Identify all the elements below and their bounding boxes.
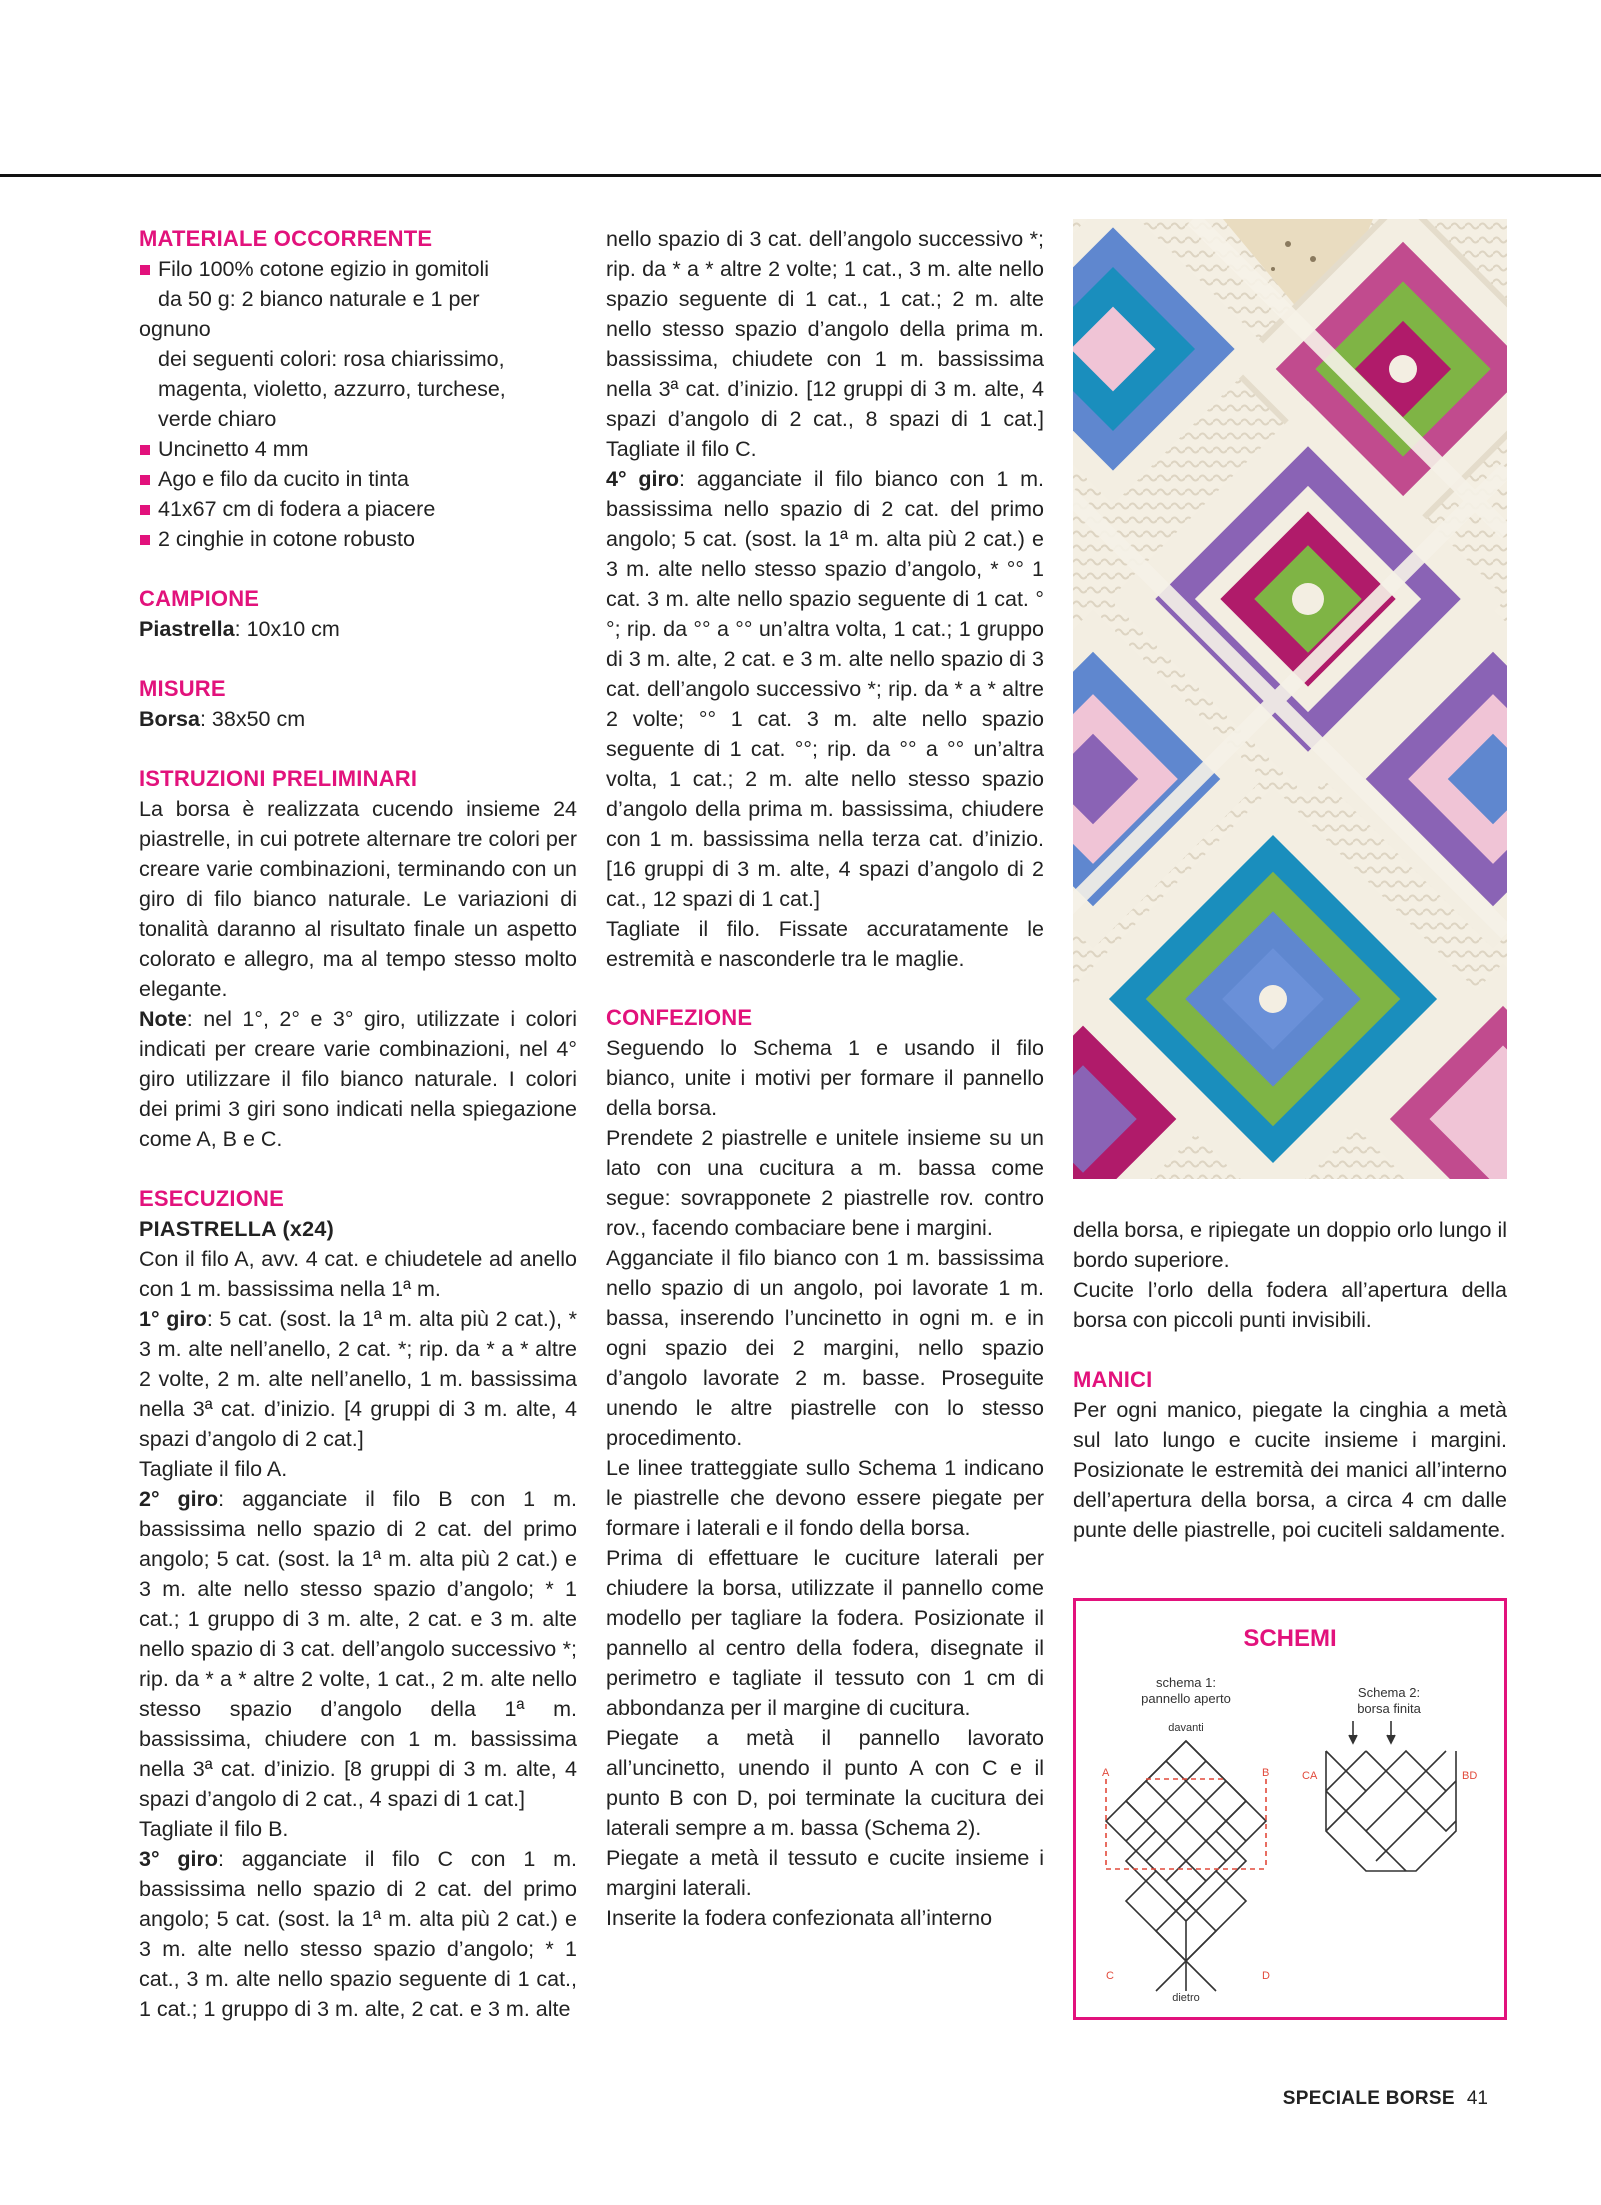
campione-heading: CAMPIONE (139, 586, 260, 611)
material-item-cont: ognuno (139, 317, 211, 341)
piastrella-intro: Con il filo A, avv. 4 cat. e chiudetele ad anello con 1 m. bassissima nella 1ª m. (139, 1247, 577, 1301)
material-item-cont: magenta, violetto, azzurro, turchese, (158, 377, 506, 401)
giro-2-text: 2° giro: agganciate il filo B con 1 m. bassissima nello spazio di 2 cat. del primo angolo; 5 cat. (sost. la 1ª m. alta più 2 cat.) e 3 m. alte nello stesso spazio d’angolo; * 1 cat.; 1 gruppo di 3 m. alte, 2 cat. e 3 m. alte nello spazio di 3 cat. dell’angolo successivo *; rip. da * a * altre 2 volte, 1 cat., 2 m. alte nello stesso spazio d’angolo della 1ª m. bassissima, chiudere con 1 m. bassissima nella 3ª cat. d’inizio. [8 gruppi di 3 m. alte, 4 spazi d’angolo di 2 cat., 4 spazi di 1 cat.] (139, 1487, 577, 1811)
istruzioni-heading: ISTRUZIONI PRELIMINARI (139, 766, 418, 791)
misure-text: Borsa: 38x50 cm (139, 707, 306, 731)
giro-2-cut: Tagliate il filo B. (139, 1817, 289, 1841)
confezione-continued: della borsa, e ripiegate un doppio orlo lungo il bordo superiore. (1073, 1218, 1507, 1272)
confezione-paragraph: Le linee tratteggiate sullo Schema 1 indicano le piastrelle che devono essere piegate per formare i laterali e il fondo della borsa. (606, 1456, 1044, 1540)
giro-4-end: Tagliate il filo. Fissate accuratamente le estremità e nasconderle tra le maglie. (606, 917, 1044, 971)
misure-heading: MISURE (139, 676, 226, 701)
material-item: 2 cinghie in cotone robusto (139, 524, 577, 554)
confezione-paragraph: Inserite la fodera confezionata all’interno (606, 1906, 993, 1930)
material-item: 41x67 cm di fodera a piacere (139, 494, 577, 524)
page-footer (1283, 2088, 1488, 2110)
materiale-heading: MATERIALE OCCORRENTE (139, 226, 433, 251)
material-item-cont: da 50 g: 2 bianco naturale e 1 per (158, 287, 480, 311)
column-1 (139, 224, 577, 2024)
confezione-heading: CONFEZIONE (606, 1005, 753, 1030)
davanti-label: davanti (1168, 1722, 1204, 1734)
schema-1-label-1: schema 1: (1156, 1675, 1216, 1690)
point-b: B (1262, 1767, 1270, 1779)
material-item-cont: verde chiaro (158, 407, 277, 431)
material-item-cont: dei seguenti colori: rosa chiarissimo, (158, 347, 505, 371)
schemi-box (1073, 1598, 1507, 2020)
esecuzione-heading: ESECUZIONE (139, 1186, 285, 1211)
confezione-paragraph: Prima di effettuare le cuciture laterali per chiudere la borsa, utilizzate il pannello come modello per tagliare la fodera. Posizionate il pannello al centro della fodera, disegnate il perimetro e tagliate il tessuto con 1 cm di abbondanza per il margine di cucitura. (606, 1546, 1044, 1720)
point-d: D (1262, 1970, 1270, 1982)
confezione-paragraph: Piegate a metà il pannello lavorato all’uncinetto, unendo il punto A con C e il punto B con D, poi terminate la cucitura dei laterali sempre a m. bassa (Schema 2). (606, 1726, 1044, 1840)
confezione-continued-2: Cucite l’orlo della fodera all’apertura della borsa con piccoli punti invisibili. (1073, 1278, 1507, 1332)
material-item: Filo 100% cotone egizio in gomitoli (139, 254, 577, 284)
crochet-photo (1073, 219, 1507, 1179)
giro-3-continued: nello spazio di 3 cat. dell’angolo successivo *; rip. da * a * altre 2 volte; 1 cat., 3 m. alte nello spazio seguente di 1 cat., 1 cat.; 2 m. alte nello stesso spazio d’angolo della prima m. bassissima, chiudete con 1 m. bassissima nella 3ª cat. d’inizio. [12 gruppi di 3 m. alte, 4 spazi d’angolo di 2 cat., 8 spazi di 1 cat.] Tagliate il filo C. (606, 227, 1044, 461)
schema-2-lattice (1326, 1721, 1456, 1871)
material-item: Uncinetto 4 mm (139, 434, 577, 464)
schema-2-label-2: borsa finita (1357, 1701, 1421, 1716)
confezione-paragraph: Seguendo lo Schema 1 e usando il filo bianco, unite i motivi per formare il pannello della borsa. (606, 1036, 1044, 1120)
confezione-paragraph: Agganciate il filo bianco con 1 m. bassissima nello spazio di un angolo, poi lavorate 1 m. bassa, inserendo l’uncinetto in ogni m. e in ogni spazio dei 2 margini, nello spazio d’angolo lavorate 2 m. basse. Proseguite unendo le altre piastrelle con lo stesso procedimento. (606, 1246, 1044, 1450)
confezione-paragraph: Prendete 2 piastrelle e unitele insieme su un lato con una cucitura a m. bassa come segue: sovrapponete 2 piastrelle rov. contro rov., facendo combaciare bene i margini. (606, 1126, 1044, 1240)
giro-4-text: 4° giro: agganciate il filo bianco con 1 m. bassissima nello spazio di 2 cat. del primo angolo; 5 cat. (sost. la 1ª m. alta più 2 cat.) e 3 m. alte nello stesso spazio d’angolo, * °° 1 cat. 3 m. alte nello spazio seguente di 1 cat. °°; rip. da °° a °° un’altra volta, 1 cat.; 1 gruppo di 3 m. alte, 2 cat. e 3 m. alte nello spazio di 3 cat. dell’angolo successivo *; rip. da * a * altre 2 volte; °° 1 cat. 3 m. alte nello spazio seguente di 1 cat. °°; rip. da °° a °° un’altra volta, 1 cat.; 2 m. alte nello stesso spazio d’angolo della prima m. bassissima, chiudere con 1 m. bassissima nella terza cat. d’inizio. [16 gruppi di 3 m. alte, 4 spazi d’angolo di 2 cat., 12 spazi di 1 cat.] (606, 467, 1044, 911)
column-2 (606, 224, 1044, 1933)
campione-text: Piastrella: 10x10 cm (139, 617, 340, 641)
schemi-diagram (1076, 1601, 1504, 2017)
giro-3-text: 3° giro: agganciate il filo C con 1 m. bassissima nello spazio di 2 cat. del primo angolo; 5 cat. (sost. la 1ª m. alta più 2 cat.) e 3 m. alte nello stesso spazio d’angolo; * 1 cat., 3 m. alte nello spazio seguente di 1 cat., 1 cat.; 1 gruppo di 3 m. alte, 2 cat. e 3 m. alte (139, 1847, 578, 2021)
piastrella-heading: PIASTRELLA (x24) (139, 1217, 335, 1241)
material-item: Ago e filo da cucito in tinta (139, 464, 577, 494)
column-3 (1073, 1215, 1507, 1545)
note-text: Note: nel 1°, 2° e 3° giro, utilizzate i colori indicati per creare varie combinazioni, nel 4° giro utilizzare il filo bianco naturale. I colori dei primi 3 giri sono indicati nella spiegazione come A, B e C. (139, 1007, 577, 1151)
giro-1-cut: Tagliate il filo A. (139, 1457, 288, 1481)
dietro-label: dietro (1172, 1992, 1200, 2004)
point-c: C (1106, 1970, 1114, 1982)
schema-1-label-2: pannello aperto (1141, 1691, 1231, 1706)
point-ca: CA (1302, 1770, 1318, 1782)
section-name: SPECIALE BORSE (1282, 2088, 1455, 2109)
schemi-title: SCHEMI (1243, 1625, 1337, 1652)
giro-1-text: 1° giro: 5 cat. (sost. la 1ª m. alta più 2 cat.), * 3 m. alte nell’anello, 2 cat. *; rip. da * a * altre 2 volte, 2 m. alte nell’anello, 1 m. bassissima nella 3ª cat. d’inizio. [4 gruppi di 3 m. alte, 4 spazi d’angolo di 2 cat.] (139, 1307, 578, 1451)
granny-squares-illustration (1073, 219, 1507, 1179)
confezione-paragraph: Piegate a metà il tessuto e cucite insieme i margini laterali. (606, 1846, 1044, 1900)
top-rule (0, 174, 1601, 177)
manici-text: Per ogni manico, piegate la cinghia a metà sul lato lungo e cucite insieme i margini. Posizionate le estremità dei manici all’interno dell’apertura della borsa, a circa 4 cm dalle punte delle piastrelle, poi cuciteli saldamente. (1073, 1398, 1507, 1542)
istruzioni-text: La borsa è realizzata cucendo insieme 24 piastrelle, in cui potrete alternare tre colori per creare varie combinazioni, terminando con un giro di filo bianco naturale. Le variazioni di tonalità daranno al risultato finale un aspetto colorato e allegro, ma al tempo stesso molto elegante. (139, 797, 577, 1001)
schema-2-label-1: Schema 2: (1357, 1685, 1421, 1700)
manici-heading: MANICI (1073, 1367, 1153, 1392)
point-a: A (1102, 1767, 1110, 1779)
fold-lines (1106, 1779, 1266, 1869)
page-number: 41 (1466, 2088, 1488, 2109)
point-bd: BD (1462, 1770, 1478, 1782)
